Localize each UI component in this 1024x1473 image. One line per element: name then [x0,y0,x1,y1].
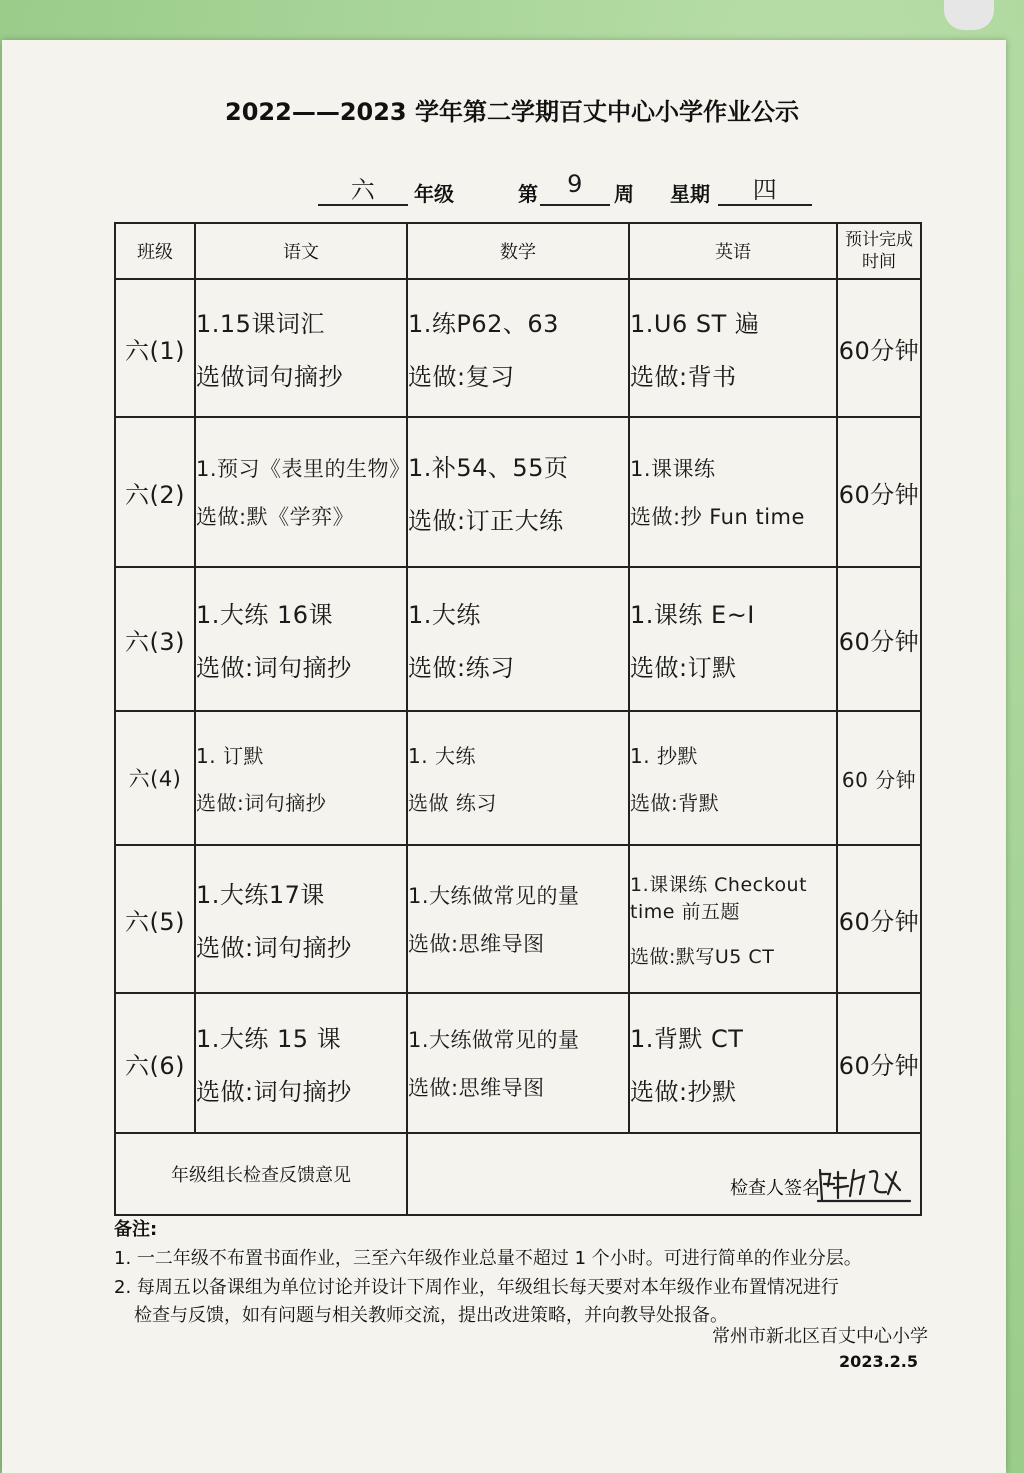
header-line [0,170,1024,210]
english-cell [629,417,837,567]
column-header-math: 数学 [407,223,629,279]
handwritten-signature [816,1164,912,1204]
note-item: 检查与反馈，如有问题与相关教师交流，提出改进策略，并向教导处报备。 [134,1305,728,1327]
homework-line: 选做 练习 [408,791,497,815]
cable-object [944,0,994,30]
homework-line: 1.大练17课 [196,881,325,909]
notes-heading: 备注: [114,1219,158,1240]
column-header-class: 班级 [115,223,195,279]
signature-cell [407,1133,921,1215]
issue-date: 2023.2.5 [839,1352,918,1371]
feedback-label: 年级组长检查反馈意见 [115,1133,407,1215]
time-cell: 60分钟 [837,279,921,417]
week-suffix: 周 [614,182,634,206]
homework-line: 1. 抄默 [630,744,698,768]
homework-line: 1.U6 ST 遍 [630,310,760,338]
homework-line: 1.大练做常见的量 [408,884,580,908]
table-row [115,417,921,567]
math-cell [407,417,629,567]
homework-line: 1.背默 CT [630,1025,744,1053]
chinese-cell [195,993,407,1133]
table-header-row [115,223,921,279]
table-row [115,993,921,1133]
math-cell [407,711,629,845]
homework-line: 选做:词句摘抄 [196,1078,352,1106]
class-cell: 六(4) [115,711,195,845]
english-cell [629,567,837,711]
homework-line: 1.课课练 [630,457,716,481]
homework-line: 1.课课练 Checkout time 前五题 [630,873,808,923]
math-cell [407,845,629,993]
chinese-cell [195,417,411,567]
table-row [115,711,921,845]
english-cell [629,845,837,993]
homework-line: 选做:默写U5 CT [630,945,775,968]
homework-line: 1.大练 15 课 [196,1025,342,1053]
chinese-cell [195,279,407,417]
homework-line: 选做:思维导图 [408,1076,545,1100]
homework-line: 选做:练习 [408,654,515,682]
homework-line: 选做:复习 [408,363,515,391]
column-header-english: 英语 [629,223,837,279]
homework-line: 选做:词句摘抄 [196,791,327,815]
homework-line: 选做:订默 [630,654,737,682]
signature-label: 检查人签名 [730,1178,820,1199]
homework-line: 1.大练做常见的量 [408,1028,580,1052]
homework-line: 1.大练 [408,601,481,629]
notes-section [114,1216,934,1331]
homework-line: 选做词句摘抄 [196,363,343,391]
homework-line: 选做:默《学弈》 [196,505,355,529]
homework-line: 选做:词句摘抄 [196,934,352,962]
homework-line: 选做:抄 Fun time [630,505,805,529]
week-prefix: 第 [518,182,538,206]
document-title: 2022——2023 学年第二学期百丈中心小学作业公示 [225,98,799,126]
table-row [115,845,921,993]
math-cell [407,993,629,1133]
table-row [115,567,921,711]
homework-line: 1. 订默 [196,744,264,768]
table-row [115,279,921,417]
class-cell: 六(1) [115,279,195,417]
class-cell: 六(6) [115,993,195,1133]
homework-line: 1.大练 16课 [196,601,334,629]
math-cell [407,279,629,417]
english-cell [629,711,837,845]
note-item: 1. 一二年级不布置书面作业，三至六年级作业总量不超过 1 个小时。可进行简单的作业分层。 [114,1247,862,1269]
column-header-chinese: 语文 [195,223,407,279]
class-cell: 六(5) [115,845,195,993]
time-cell: 60分钟 [837,567,921,711]
time-cell: 60分钟 [837,417,921,567]
note-item: 2. 每周五以备课组为单位讨论并设计下周作业，年级组长每天要对本年级作业布置情况进行 [114,1276,839,1298]
column-header-time: 预计完成时间 [837,223,921,279]
homework-line: 1.课练 E~I [630,601,755,629]
homework-line: 1.练P62、63 [408,310,559,338]
homework-line: 选做:背书 [630,363,737,391]
chinese-cell [195,711,407,845]
school-name: 常州市新北区百丈中心小学 [712,1326,928,1347]
chinese-cell [195,567,407,711]
week-value: 9 [540,170,610,206]
homework-line: 1.15课词汇 [196,310,325,338]
homework-line: 1.预习《表里的生物》 [196,457,411,481]
feedback-row [115,1133,921,1215]
time-cell: 60分钟 [837,993,921,1133]
english-cell [629,279,837,417]
grade-label: 年级 [414,182,454,206]
time-cell: 60分钟 [837,845,921,993]
homework-line: 1. 大练 [408,744,476,768]
class-cell: 六(2) [115,417,195,567]
time-cell: 60 分钟 [837,711,921,845]
chinese-cell [195,845,407,993]
homework-line: 选做:词句摘抄 [196,654,352,682]
weekday-value: 四 [718,170,812,206]
homework-table [114,222,922,1216]
homework-line: 选做:抄默 [630,1078,737,1106]
homework-line: 选做:思维导图 [408,932,545,956]
math-cell [407,567,629,711]
class-cell: 六(3) [115,567,195,711]
weekday-label: 星期 [670,182,710,206]
homework-line: 选做:背默 [630,791,720,815]
grade-value: 六 [318,170,408,206]
homework-line: 1.补54、55页 [408,454,569,482]
english-cell [629,993,837,1133]
homework-line: 选做:订正大练 [408,507,564,535]
